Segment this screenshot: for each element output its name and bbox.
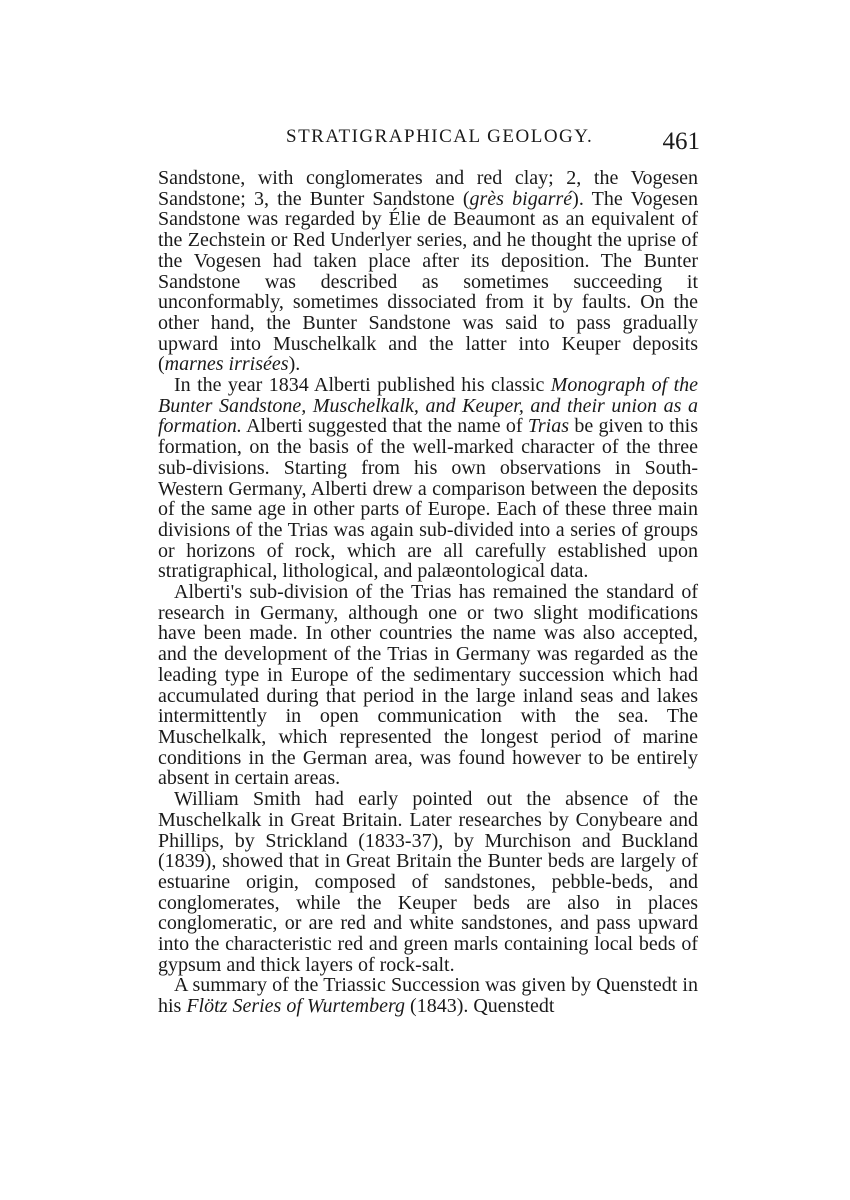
text-run: Sandstone, with conglomerates and red clay; 2, the Vogesen Sandstone; 3, the Bunter Sandstone ( — [158, 167, 698, 210]
text-run: In the year 1834 Alberti published his classic — [174, 374, 551, 397]
paragraph — [158, 582, 698, 789]
italic-text: Trias — [527, 415, 570, 438]
page-number: 461 — [662, 128, 700, 155]
paragraph — [158, 789, 698, 975]
italic-text: Flötz Series of Wurtemberg — [186, 995, 406, 1018]
paragraph — [158, 168, 698, 375]
text-run: ). The Vogesen Sandstone was regarded by Élie de Beaumont as an equivalent of the Zechstein or Red Underlyer series, and he thought the uprise of the Vogesen had taken place after its deposition. The Bunter Sandstone was described as sometimes succeeding it unconformably, sometimes dissociated from it by faults. On the other hand, the Bunter Sandstone was said to pass gradually upward into Muschelkalk and the latter into Keuper deposits ( — [158, 187, 698, 376]
text-run: William Smith had early pointed out the absence of the Muschelkalk in Great Britain. Later researches by Conybeare and Phillips, by Strickland (1833-37), by Murchison and Buckland (1839), showed that in Great Britain the Bunter beds are largely of estuarine origin, composed of sandstones, pebble-beds, and conglomerates, while the Keuper beds are also in places conglomeratic, or are red and white sandstones, and pass upward into the characteristic red and green marls containing local beds of gypsum and thick layers of rock-salt. — [158, 788, 698, 976]
text-run: be given to this formation, on the basis of the well-marked character of the three sub-divisions. Starting from his own observations in South-Western Germany, Alberti drew a comparison between the deposits of the same age in other parts of Europe. Each of these three main divisions of the Trias was again sub-divided into a series of groups or horizons of rock, which are all carefully established upon stratigraphical, lithological, and palæontological data. — [158, 415, 698, 583]
paragraph — [158, 375, 698, 582]
text-run: Alberti suggested that the name of — [241, 415, 528, 438]
italic-text: grès bigarré — [469, 187, 573, 210]
running-head: STRATIGRAPHICAL GEOLOGY. — [286, 126, 594, 147]
italic-text: marnes irrisées — [164, 353, 289, 376]
text-run: A summary of the Triassic Succession was given by Quenstedt in his — [158, 974, 698, 1018]
paragraph — [158, 975, 698, 1016]
text-run: (1843). Quenstedt — [405, 995, 555, 1018]
page-header — [160, 120, 700, 164]
text-run: Alberti's sub-division of the Trias has remained the standard of research in Germany, although one or two slight modifications have been made. In other countries the name was also accepted, and the development of the Trias in Germany was regarded as the leading type in Europe of the sedimentary succession which had accumulated during that period in the large inland seas and lakes intermittently in open communication with the sea. The Muschelkalk, which represented the longest period of marine conditions in the German area, was found however to be entirely absent in certain areas. — [158, 581, 698, 790]
italic-text: Monograph of the Bunter Sandstone, Muschelkalk, and Keuper, and their union as a formation. — [158, 374, 698, 438]
page-body — [158, 168, 698, 1017]
text-run: ). — [288, 353, 301, 376]
